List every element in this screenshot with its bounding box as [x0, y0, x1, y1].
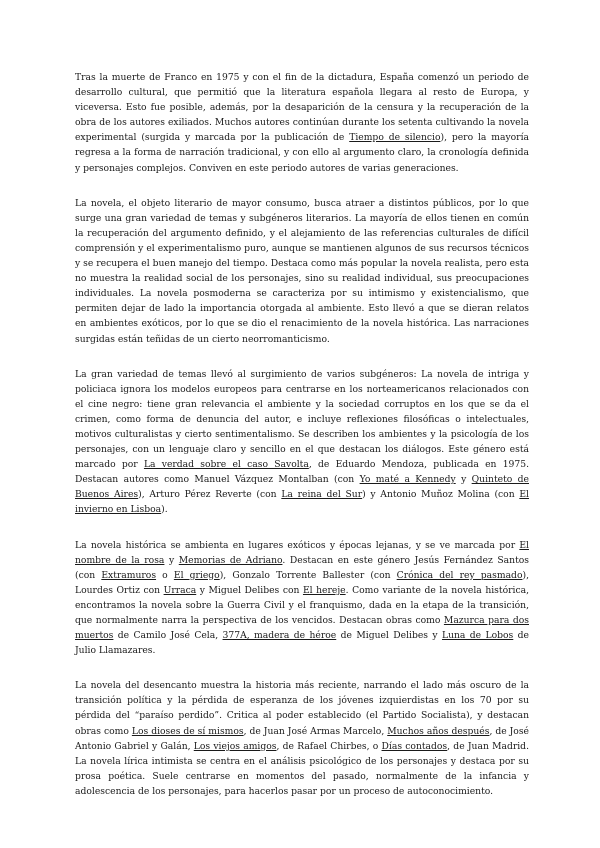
- body-text: ), pero la mayoría regresa a la forma de narración tradicional, y con ello al argumento claro, la cronología definida y personajes complejos. Conviven en este periodo autores de varias generaciones.: [75, 132, 529, 174]
- paragraph-subgeneros-intriga: [75, 367, 529, 518]
- book-title: Quinteto de Buenos Aires: [75, 474, 529, 501]
- body-text: La novela, el objeto literario de mayor consumo, busca atraer a distintos públicos, por lo que surge una gran variedad de temas y subgéneros literarios. La mayoría de ellos tienen en común la recuperación del argumento definido, y el alejamiento de las referencias culturales de difícil comprensión y el experimentalismo puro, aunque se mantienen algunos de sus recursos técnicos y se recupera el buen manejo del tiempo. Destaca como más popular la novela realista, pero esta no muestra la realidad social de los personajes, sino su realidad individual, sus preocupaciones individuales. La novela posmoderna se caracteriza por su intimismo y existencialismo, que permiten dejar de lado la importancia otorgada al ambiente. Esto llevó a que se dieran relatos en ambientes exóticos, por lo que se dio el renacimiento de la novela histórica. Las narraciones surgidas están teñidas de un cierto neorromanticismo.: [75, 197, 529, 345]
- book-title: Crónica del rey pasmado: [396, 569, 523, 581]
- body-text: ), Arturo Pérez Reverte (con: [138, 489, 282, 501]
- body-text: La gran variedad de temas llevó al surgimiento de varios subgéneros: La novela de intriga y policiaca ignora los modelos europeos para centrarse en los norteamericanos relacionados con el cine negro: tiene gran relevancia el ambiente y la sociedad corruptos en los que se da el crimen, como forma de denuncia del autor, e incluye reflexiones filosóficas o intelectuales, motivos culturalistas y cierto sentimentalismo. Se describen los ambientes y la psicología de los personajes, con un lenguaje claro y sencillo en el que destacan los diálogos. Este género está marcado por: [75, 368, 529, 471]
- book-title: El hereje: [302, 584, 346, 596]
- book-title: Días contados: [381, 740, 448, 752]
- body-text: de Julio Llamazares.: [75, 630, 529, 657]
- body-text: o: [156, 569, 174, 581]
- body-text: La novela del desencanto muestra la historia más reciente, narrando el lado más oscuro de la transición política y la pérdida de esperanza de los jóvenes izquierdistas en los 70 por su pérdida del “paraíso perdido”. Critica al poder establecido (el Partido Socialista), y destacan obras como: [75, 680, 529, 737]
- body-text: , de Eduardo Mendoza, publicada en 1975. Destacan autores como Manuel Vázquez Montalban (con: [75, 459, 530, 486]
- book-title: Muchos años después: [387, 725, 490, 737]
- book-title: La reina del Sur: [281, 489, 363, 501]
- book-title: Mazurca para dos muertos: [75, 615, 529, 642]
- body-text: La novela histórica se ambienta en lugares exóticos y épocas lejanas, y se ve marcada por: [75, 539, 520, 551]
- body-text: , de Juan Madrid. La novela lírica intimista se centra en el análisis psicológico de los personajes y destaca por su prosa poética. Suele centrarse en momentos del pasado, normalmente de la infancia y adolescencia de los personajes, para hacerlos pasar por un proceso de autoconocimiento.: [75, 740, 529, 797]
- book-title: Tiempo de silencio: [349, 132, 441, 144]
- book-title: Los viejos amigos: [193, 740, 277, 752]
- paragraph-intro: [75, 70, 529, 176]
- paragraph-novela-general: [75, 196, 529, 347]
- body-text: de Camilo José Cela,: [113, 630, 223, 642]
- body-text: , de José Antonio Gabriel y Galán,: [75, 725, 529, 752]
- book-title: Urraca: [163, 584, 197, 596]
- book-title: Luna de Lobos: [441, 630, 514, 642]
- paragraph-novela-historica: [75, 538, 529, 659]
- book-title: El invierno en Lisboa: [75, 489, 529, 516]
- body-text: , de Juan José Armas Marcelo,: [243, 725, 388, 737]
- paragraph-novela-desencanto: [75, 678, 529, 799]
- body-text: ) y Antonio Muñoz Molina (con: [362, 489, 520, 501]
- book-title: Yo maté a Kennedy: [359, 474, 456, 486]
- book-title: 377A, madera de héroe: [222, 630, 337, 642]
- body-text: ), Gonzalo Torrente Ballester (con: [219, 569, 397, 581]
- body-text: , de Rafael Chirbes, o: [276, 740, 382, 752]
- body-text: ).: [161, 504, 168, 516]
- body-text: y: [455, 474, 472, 486]
- body-text: . Como variante de la novela histórica, encontramos la novela sobre la Guerra Civil y el franquismo, dada en la etapa de la transición, que normalmente narra la perspectiva de los vencidos. Destacan obras como: [75, 584, 529, 626]
- book-title: El nombre de la rosa: [75, 539, 529, 566]
- book-title: Extramuros: [101, 569, 157, 581]
- body-text: y Miguel Delibes con: [196, 584, 303, 596]
- body-text: ), Lourdes Ortiz con: [75, 569, 529, 596]
- book-title: La verdad sobre el caso Savolta: [143, 459, 309, 471]
- body-text: Tras la muerte de Franco en 1975 y con el fin de la dictadura, España comenzó un periodo de desarrollo cultural, que permitió que la literatura española llegara al resto de Europa, y viceversa. Esto fue posible, además, por la desaparición de la censura y la recuperación de la obra de los autores exiliados. Muchos autores continúan durante los setenta cultivando la novela experimental (surgida y marcada por la publicación de: [75, 72, 529, 144]
- book-title: Los dioses de sí mismos: [131, 725, 244, 737]
- book-title: Memorias de Adriano: [178, 554, 283, 566]
- body-text: . Destacan en este género Jesús Fernández Santos (con: [75, 554, 530, 581]
- book-title: El griego: [173, 569, 220, 581]
- body-text: de Miguel Delibes y: [336, 630, 442, 642]
- body-text: y: [164, 554, 179, 566]
